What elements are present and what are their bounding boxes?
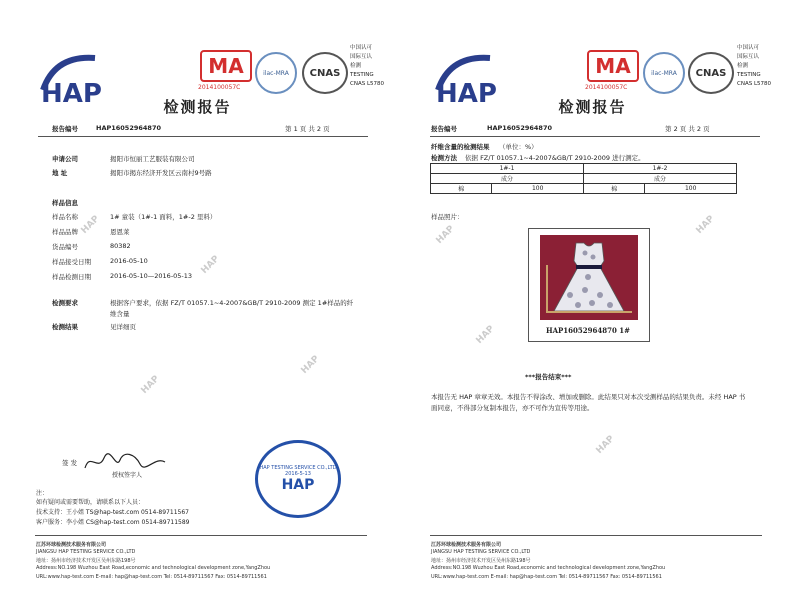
divider bbox=[38, 136, 368, 137]
sample-row-value: 1# 童装（1#-1 面料，1#-2 里料） bbox=[110, 213, 217, 221]
page-number: 第 1 页 共 2 页 bbox=[285, 125, 330, 133]
sample-row-key: 样品接受日期 bbox=[52, 258, 91, 266]
watermark-icon: HAP bbox=[299, 354, 322, 376]
footer-company-cn: 江苏环球检测技术服务有限公司 bbox=[431, 542, 502, 548]
note-text: 如有疑问或需要帮助，请联系以下人员： bbox=[36, 499, 145, 506]
watermark-icon: HAP bbox=[434, 224, 457, 246]
applicant-value: 揭阳市恒丽工艺服装有限公司 bbox=[110, 155, 195, 163]
hap-logo-text: HAP bbox=[436, 79, 497, 109]
applicant-label: 申请公司 bbox=[52, 155, 78, 163]
page-number: 第 2 页 共 2 页 bbox=[665, 125, 710, 133]
photo-caption: HAP16052964870 1# bbox=[545, 326, 631, 335]
cnas-side-text: 中国认可 国际互认 检测 TESTING CNAS L5780 bbox=[737, 45, 772, 87]
table-subheader: 成分 bbox=[431, 174, 584, 184]
report-no-label: 报告编号 bbox=[431, 125, 457, 133]
table-row bbox=[431, 184, 737, 194]
footer-divider bbox=[35, 535, 367, 536]
cma-number: 2014100057C bbox=[585, 84, 628, 91]
watermark-icon: HAP bbox=[139, 374, 162, 396]
table-cell: 棉 bbox=[431, 184, 492, 194]
footer-contact: URL:www.hap-test.com E-mail: hap@hap-test.com Tel: 0514-89711567 Fax: 0514-89711561 bbox=[431, 574, 662, 580]
sample-row-key: 样品品牌 bbox=[52, 228, 78, 236]
cnas-logo: CNAS bbox=[688, 52, 734, 94]
page-title: 检测报告 bbox=[163, 98, 232, 116]
fiber-table bbox=[430, 163, 737, 194]
footer-contact: URL:www.hap-test.com E-mail: hap@hap-test.com Tel: 0514-89711567 Fax: 0514-89711561 bbox=[36, 574, 267, 580]
sign-sub-label: 授权签字人 bbox=[112, 472, 143, 479]
seal-center-text: HAP bbox=[281, 477, 315, 493]
requirement-text-2: 维含量 bbox=[110, 310, 130, 318]
sample-row-value: 2016-05-10 bbox=[110, 257, 148, 265]
note-label: 注： bbox=[36, 490, 49, 497]
sample-row-value: 恩恩莱 bbox=[110, 228, 130, 236]
sample-row-key: 货品编号 bbox=[52, 243, 78, 251]
ilac-mra-logo: ilac-MRA bbox=[643, 52, 685, 94]
contact-tech: 技术支持：王小姐 TS@hap-test.com 0514-89711567 bbox=[36, 509, 189, 516]
watermark-icon: HAP bbox=[694, 214, 717, 236]
result-label: 检测结果 bbox=[52, 323, 78, 331]
table-cell: 100 bbox=[645, 184, 737, 194]
disclaimer-line-1: 本报告无 HAP 章章无效。本报告不得涂改、增加或删除。此结果只对本次受测样品的结果负责。未经 HAP 书 bbox=[431, 393, 746, 401]
seal-date: 2016-5-13 bbox=[285, 471, 311, 477]
requirement-text: 根据客户要求，依据 FZ/T 01057.1~4-2007&GB/T 2910-2009 测定 1#样品的纤 bbox=[110, 299, 354, 307]
contact-cs: 客户服务：李小姐 CS@hap-test.com 0514-89711589 bbox=[36, 519, 190, 526]
fiber-title: 纤维含量的检测结果 bbox=[431, 143, 490, 151]
report-no: HAP16052964870 bbox=[487, 124, 552, 132]
table-cell: 100 bbox=[492, 184, 584, 194]
seal-top-text: HAP TESTING SERVICE CO.,LTD bbox=[259, 465, 337, 471]
method-label: 检测方法 bbox=[431, 154, 457, 162]
method-text: 依据 FZ/T 01057.1~4-2007&GB/T 2910-2009 进行测定。 bbox=[465, 154, 645, 162]
sample-photo bbox=[540, 235, 638, 320]
sample-row-value: 80382 bbox=[110, 242, 131, 250]
cnas-side-text: 中国认可 国际互认 检测 TESTING CNAS L5780 bbox=[350, 45, 385, 87]
cma-logo: MA bbox=[200, 50, 252, 82]
table-subheader: 成分 bbox=[584, 174, 737, 184]
table-header: 1#-2 bbox=[584, 164, 737, 174]
watermark-icon: HAP bbox=[79, 214, 102, 236]
table-header: 1#-1 bbox=[431, 164, 584, 174]
hap-logo-text: HAP bbox=[41, 79, 102, 109]
watermark-icon: HAP bbox=[594, 434, 617, 456]
cnas-logo: CNAS bbox=[302, 52, 348, 94]
sample-info-heading: 样品信息 bbox=[52, 199, 78, 207]
result-value: 见详细页 bbox=[110, 323, 136, 331]
footer-company-en: JIANGSU HAP TESTING SERVICE CO.,LTD bbox=[431, 549, 531, 555]
footer-divider bbox=[430, 535, 762, 536]
watermark-icon: HAP bbox=[199, 254, 222, 276]
address-value: 揭阳市揭东经济开发区云南村9号路 bbox=[110, 169, 212, 177]
watermark-icon: HAP bbox=[474, 324, 497, 346]
cma-number: 2014100057C bbox=[198, 84, 241, 91]
report-end: ***报告结束*** bbox=[525, 373, 572, 381]
sign-label: 签 发 bbox=[62, 459, 78, 467]
footer-address-en: Address:NO.198 Wuzhou East Road,economic and technological development zone,YangZhou bbox=[431, 565, 666, 571]
company-seal-icon bbox=[255, 440, 341, 518]
table-row bbox=[431, 164, 737, 174]
page-title: 检测报告 bbox=[558, 98, 627, 116]
photo-label: 样品照片： bbox=[431, 213, 464, 221]
requirement-label: 检测要求 bbox=[52, 299, 78, 307]
footer-address-cn: 地址：扬州市经济技术开发区吴州东路198号 bbox=[36, 558, 136, 564]
sample-row-key: 样品检测日期 bbox=[52, 273, 91, 281]
cma-logo: MA bbox=[587, 50, 639, 82]
dress-photo-icon bbox=[540, 235, 638, 320]
footer-address-en: Address:NO.198 Wuzhou East Road,economic and technological development zone,YangZhou bbox=[36, 565, 271, 571]
address-label: 地 址 bbox=[52, 169, 68, 177]
table-cell: 棉 bbox=[584, 184, 645, 194]
footer-address-cn: 地址：扬州市经济技术开发区吴州东路198号 bbox=[431, 558, 531, 564]
sample-row-key: 样品名称 bbox=[52, 213, 78, 221]
disclaimer-line-2: 面同意，不得部分复制本报告，亦不可作为宣传等用途。 bbox=[431, 404, 594, 412]
footer-company-cn: 江苏环球检测技术服务有限公司 bbox=[36, 542, 107, 548]
footer-company-en: JIANGSU HAP TESTING SERVICE CO.,LTD bbox=[36, 549, 136, 555]
report-no: HAP16052964870 bbox=[96, 124, 161, 132]
table-row bbox=[431, 174, 737, 184]
divider bbox=[430, 136, 760, 137]
ilac-mra-logo: ilac-MRA bbox=[255, 52, 297, 94]
fiber-unit: （单位：%） bbox=[499, 143, 538, 151]
sample-row-value: 2016-05-10—2016-05-13 bbox=[110, 272, 193, 280]
report-no-label: 报告编号 bbox=[52, 125, 78, 133]
